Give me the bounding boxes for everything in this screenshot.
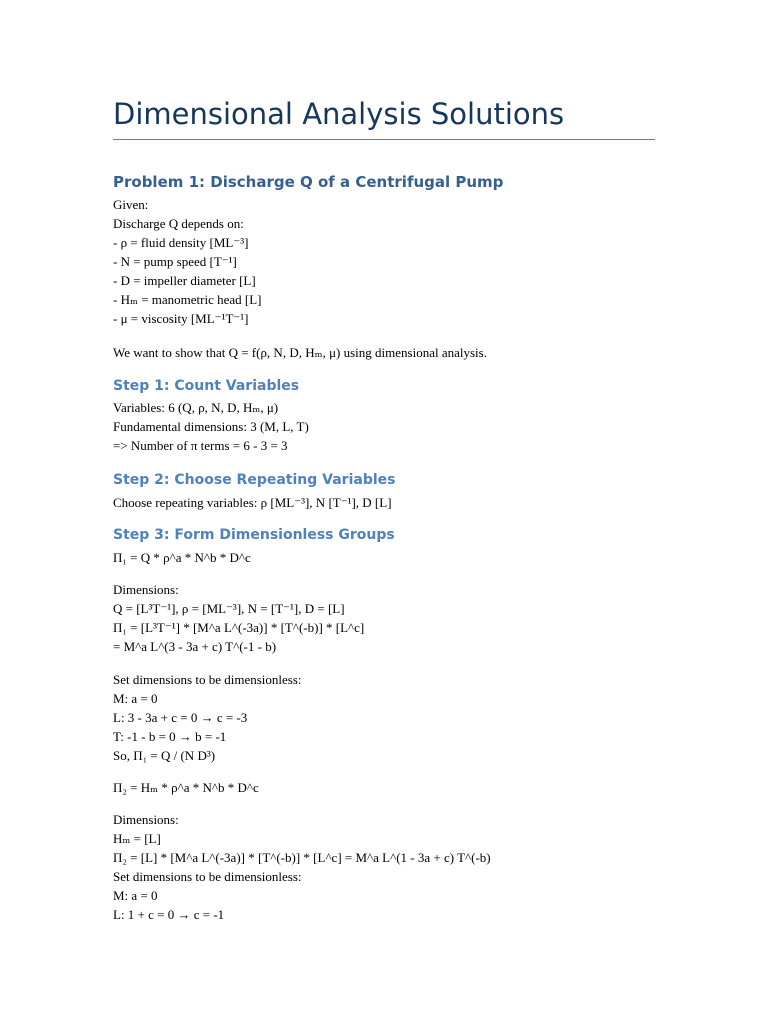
step-2-heading: Step 2: Choose Repeating Variables [113,472,396,488]
step-1-line: Fundamental dimensions: 3 (M, L, T) [113,419,309,434]
pi1-dimensions [113,580,364,656]
step-1-body [113,398,309,455]
pi1-definition-line: Π₁ = Q * ρ^a * N^b * D^c [113,550,251,565]
given-line: - N = pump speed [T⁻¹] [113,254,237,269]
pi2-dimension-line: M: a = 0 [113,888,158,903]
pi1-solution-line: M: a = 0 [113,691,158,706]
step-1-line: Variables: 6 (Q, ρ, N, D, Hₘ, μ) [113,400,279,415]
pi2-dimension-line: L: 1 + c = 0 → c = -1 [113,907,225,922]
step-2-line: Choose repeating variables: ρ [ML⁻³], N [T⁻¹], D [L] [113,495,392,510]
step-2-body [113,493,392,512]
pi2-dimensions [113,810,491,924]
pi2-dimension-line: Set dimensions to be dimensionless: [113,869,302,884]
given-line: - ρ = fluid density [ML⁻³] [113,235,249,250]
pi1-dimension-line: Π₁ = [L³T⁻¹] * [M^a L^(-3a)] * [T^(-b)] * [L^c] [113,620,365,635]
pi1-dimension-line: Dimensions: [113,582,179,597]
pi1-solution-line: T: -1 - b = 0 → b = -1 [113,729,227,744]
given-line: Discharge Q depends on: [113,216,244,231]
pi1-solution-line: L: 3 - 3a + c = 0 → c = -3 [113,710,248,725]
given-block [113,195,262,328]
goal-line: We want to show that Q = f(ρ, N, D, Hₘ, μ) using dimensional analysis. [113,345,487,360]
pi1-definition [113,548,251,567]
pi2-dimension-line: Dimensions: [113,812,179,827]
document-title: Dimensional Analysis Solutions [113,97,565,131]
given-line: Given: [113,197,149,212]
title-underline [113,139,655,140]
pi1-dimension-line: Q = [L³T⁻¹], ρ = [ML⁻³], N = [T⁻¹], D = [L] [113,601,345,616]
pi1-solution-line: So, Π₁ = Q / (N D³) [113,748,216,763]
given-line: - D = impeller diameter [L] [113,273,256,288]
pi1-solution [113,670,302,765]
pi1-dimension-line: = M^a L^(3 - 3a + c) T^(-1 - b) [113,639,277,654]
step-1-heading: Step 1: Count Variables [113,378,300,394]
given-line: - Hₘ = manometric head [L] [113,292,262,307]
goal-paragraph [113,343,487,362]
pi2-definition [113,778,259,797]
given-line: - μ = viscosity [ML⁻¹T⁻¹] [113,311,249,326]
pi2-dimension-line: Π₂ = [L] * [M^a L^(-3a)] * [T^(-b)] * [L^c] = M^a L^(1 - 3a + c) T^(-b) [113,850,491,865]
step-3-heading: Step 3: Form Dimensionless Groups [113,527,395,543]
problem-1-heading: Problem 1: Discharge Q of a Centrifugal Pump [113,173,504,191]
pi1-solution-line: Set dimensions to be dimensionless: [113,672,302,687]
step-1-line: => Number of π terms = 6 - 3 = 3 [113,438,288,453]
pi2-definition-line: Π₂ = Hₘ * ρ^a * N^b * D^c [113,780,259,795]
pi2-dimension-line: Hₘ = [L] [113,831,161,846]
